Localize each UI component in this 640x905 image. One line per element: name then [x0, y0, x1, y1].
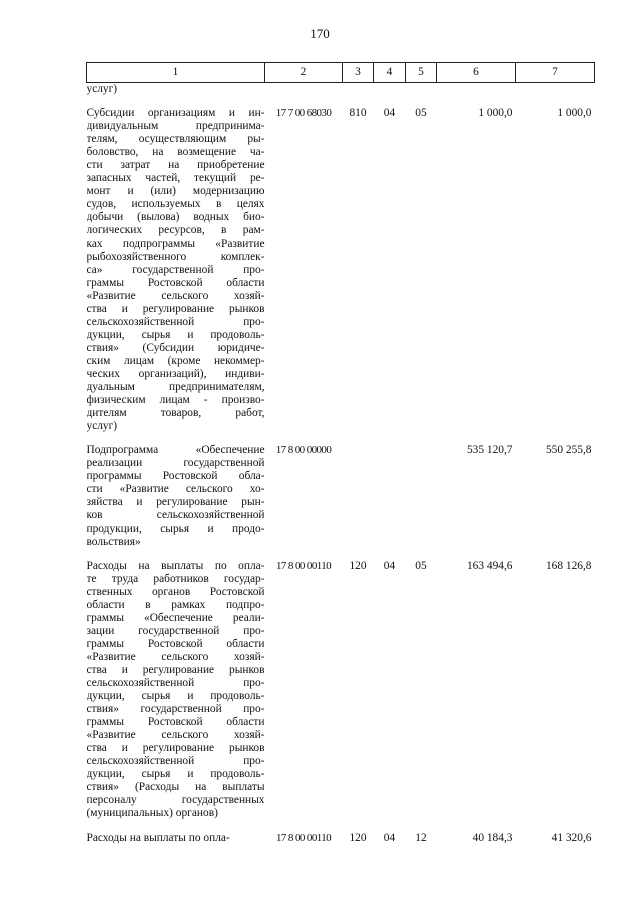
description-line: зяйства и регулирование рын- [86, 496, 265, 509]
description-line: дукции, сырья и продоволь- [86, 328, 265, 341]
header-col-4: 4 [374, 63, 406, 83]
description-line: дукции, сырья и продоволь- [86, 768, 265, 781]
amount-year-2: 550 255,8 [545, 444, 592, 457]
header-col-6: 6 [437, 63, 516, 83]
header-col-7: 7 [516, 63, 595, 83]
subsection-code: 05 [415, 107, 427, 120]
expense-type-code [343, 83, 374, 97]
description-line: сти «Развитие сельского хо- [86, 483, 265, 496]
description-line: дукции, сырья и продоволь- [86, 690, 265, 703]
spacer-cell [343, 96, 374, 107]
description-line: Расходы на выплаты по опла- [86, 831, 230, 844]
description-line: ствия» (Расходы на выплаты [86, 781, 265, 794]
description-line: монт и (или) модернизацию [86, 185, 265, 198]
amount-year-2: 168 126,8 [545, 559, 592, 572]
target-article-code [265, 83, 343, 97]
spacer-cell [437, 96, 516, 107]
table-row [87, 107, 595, 433]
amount-year-1 [437, 83, 516, 97]
table-row [87, 444, 595, 548]
description-line: граммы «Обеспечение реали- [86, 611, 265, 624]
spacer-cell [437, 433, 516, 444]
amount-year-2: 41 320,6 [551, 831, 592, 844]
description-line: физическим лицам - произво- [86, 394, 265, 407]
description-line: запасных частей, текущий ре- [86, 172, 265, 185]
description-line: ства и регулирование рынков [86, 742, 265, 755]
description-line: ках подпрограммы «Развитие [86, 237, 265, 250]
spacer-cell [87, 821, 265, 832]
description-line: ственных органов Ростовской [86, 585, 265, 598]
spacer-cell [374, 433, 406, 444]
spacer-cell [87, 549, 265, 560]
subsection-code [406, 83, 437, 97]
description-line: сельскохозяйственной про- [86, 315, 265, 328]
description-line: граммы Ростовской области [86, 637, 265, 650]
description-line: зации государственной про- [86, 624, 265, 637]
description-line: услуг) [86, 83, 118, 95]
table-row [87, 83, 595, 97]
spacer-cell [437, 821, 516, 832]
spacer-cell [437, 549, 516, 560]
amount-year-2 [516, 83, 595, 97]
amount-year-2: 1 000,0 [557, 107, 592, 120]
budget-table [86, 62, 595, 845]
header-col-2: 2 [265, 63, 343, 83]
description-line: дивидуальным предпринима- [86, 120, 265, 133]
row-spacer [87, 96, 595, 107]
section-code [374, 444, 406, 548]
description-line: персоналу государственных [86, 794, 265, 807]
spacer-cell [516, 96, 595, 107]
target-article-code: 17 8 00 00110 [275, 831, 332, 844]
description-line: продукции, сырья и продо- [86, 522, 265, 535]
description-line: ства и регулирование рынков [86, 663, 265, 676]
table-row [87, 832, 595, 845]
description-line: дителям товаров, работ, [86, 407, 265, 420]
spacer-cell [516, 433, 595, 444]
subsection-code: 05 [415, 559, 427, 572]
amount-year-1: 40 184,3 [472, 831, 513, 844]
spacer-cell [87, 433, 265, 444]
description-line: са» государственной про- [86, 263, 265, 276]
page-number: 170 [310, 26, 330, 41]
expense-type-code: 810 [349, 107, 367, 120]
spacer-cell [87, 96, 265, 107]
description-line: дуальным предпринимателям, [86, 381, 265, 394]
row-description [87, 832, 265, 845]
description-line: вольствия» [86, 535, 141, 548]
table-row [87, 560, 595, 821]
spacer-cell [516, 821, 595, 832]
spacer-cell [265, 821, 343, 832]
description-line: (муниципальных) органов) [86, 807, 218, 820]
description-line: «Развитие сельского хозяй- [86, 289, 265, 302]
spacer-cell [374, 96, 406, 107]
description-line: сельскохозяйственной про- [86, 677, 265, 690]
section-code: 04 [383, 559, 396, 572]
description-line: граммы Ростовской области [86, 276, 265, 289]
row-spacer [87, 433, 595, 444]
expense-type-code: 120 [349, 559, 367, 572]
description-line: добычи (вылова) водных био- [86, 211, 265, 224]
spacer-cell [343, 433, 374, 444]
description-line: граммы Ростовской области [86, 716, 265, 729]
description-line: сти затрат на приобретение [86, 159, 265, 172]
description-line: услуг) [86, 420, 118, 433]
spacer-cell [406, 821, 437, 832]
spacer-cell [516, 549, 595, 560]
section-code: 04 [383, 107, 396, 120]
description-line: логических ресурсов, в рам- [86, 224, 265, 237]
expense-type-code [343, 444, 374, 548]
row-spacer [87, 549, 595, 560]
description-line: реализации государственной [86, 457, 265, 470]
amount-year-1: 1 000,0 [478, 107, 513, 120]
description-line: те труда работников государ- [86, 572, 265, 585]
description-line: телям, осуществляющим ры- [86, 133, 265, 146]
description-line: Субсидии организациям и ин- [86, 107, 265, 120]
description-line: программы Ростовской обла- [86, 470, 265, 483]
amount-year-1: 163 494,6 [466, 559, 513, 572]
header-col-3: 3 [343, 63, 374, 83]
table-body [87, 83, 595, 845]
description-line: ства и регулирование рынков [86, 302, 265, 315]
spacer-cell [265, 433, 343, 444]
description-line: рыбохозяйственного комплек- [86, 250, 265, 263]
description-line: ствия» (Субсидии юридиче- [86, 341, 265, 354]
target-article-code: 17 8 00 00110 [275, 559, 332, 572]
expense-type-code: 120 [349, 831, 367, 844]
header-row [87, 63, 595, 83]
spacer-cell [343, 821, 374, 832]
spacer-cell [343, 549, 374, 560]
amount-year-1: 535 120,7 [466, 444, 513, 457]
description-line: «Развитие сельского хозяй- [86, 729, 265, 742]
target-article-code: 17 8 00 00000 [275, 444, 332, 457]
description-line: «Развитие сельского хозяй- [86, 650, 265, 663]
description-line: судов, используемых в целях [86, 198, 265, 211]
description-line: боловство, на возмещение ча- [86, 146, 265, 159]
spacer-cell [406, 96, 437, 107]
header-col-1: 1 [87, 63, 265, 83]
description-line: ствия» государственной про- [86, 703, 265, 716]
target-article-code: 17 7 00 68030 [275, 107, 332, 120]
row-spacer [87, 821, 595, 832]
description-line: области в рамках подпро- [86, 598, 265, 611]
header-col-5: 5 [406, 63, 437, 83]
section-code: 04 [383, 831, 396, 844]
row-description [87, 107, 265, 433]
row-description [87, 444, 265, 548]
spacer-cell [265, 96, 343, 107]
spacer-cell [374, 821, 406, 832]
description-line: Подпрограмма «Обеспечение [86, 444, 265, 457]
description-line: ским лицам (кроме некоммер- [86, 354, 265, 367]
description-line: Расходы на выплаты по опла- [86, 559, 265, 572]
description-line: ков сельскохозяйственной [86, 509, 265, 522]
row-description [87, 83, 265, 97]
spacer-cell [265, 549, 343, 560]
description-line: ческих организаций), индиви- [86, 367, 265, 380]
subsection-code [406, 444, 437, 548]
row-description [87, 560, 265, 821]
section-code [374, 83, 406, 97]
spacer-cell [374, 549, 406, 560]
subsection-code: 12 [415, 831, 427, 844]
description-line: сельскохозяйственной про- [86, 755, 265, 768]
spacer-cell [406, 433, 437, 444]
spacer-cell [406, 549, 437, 560]
